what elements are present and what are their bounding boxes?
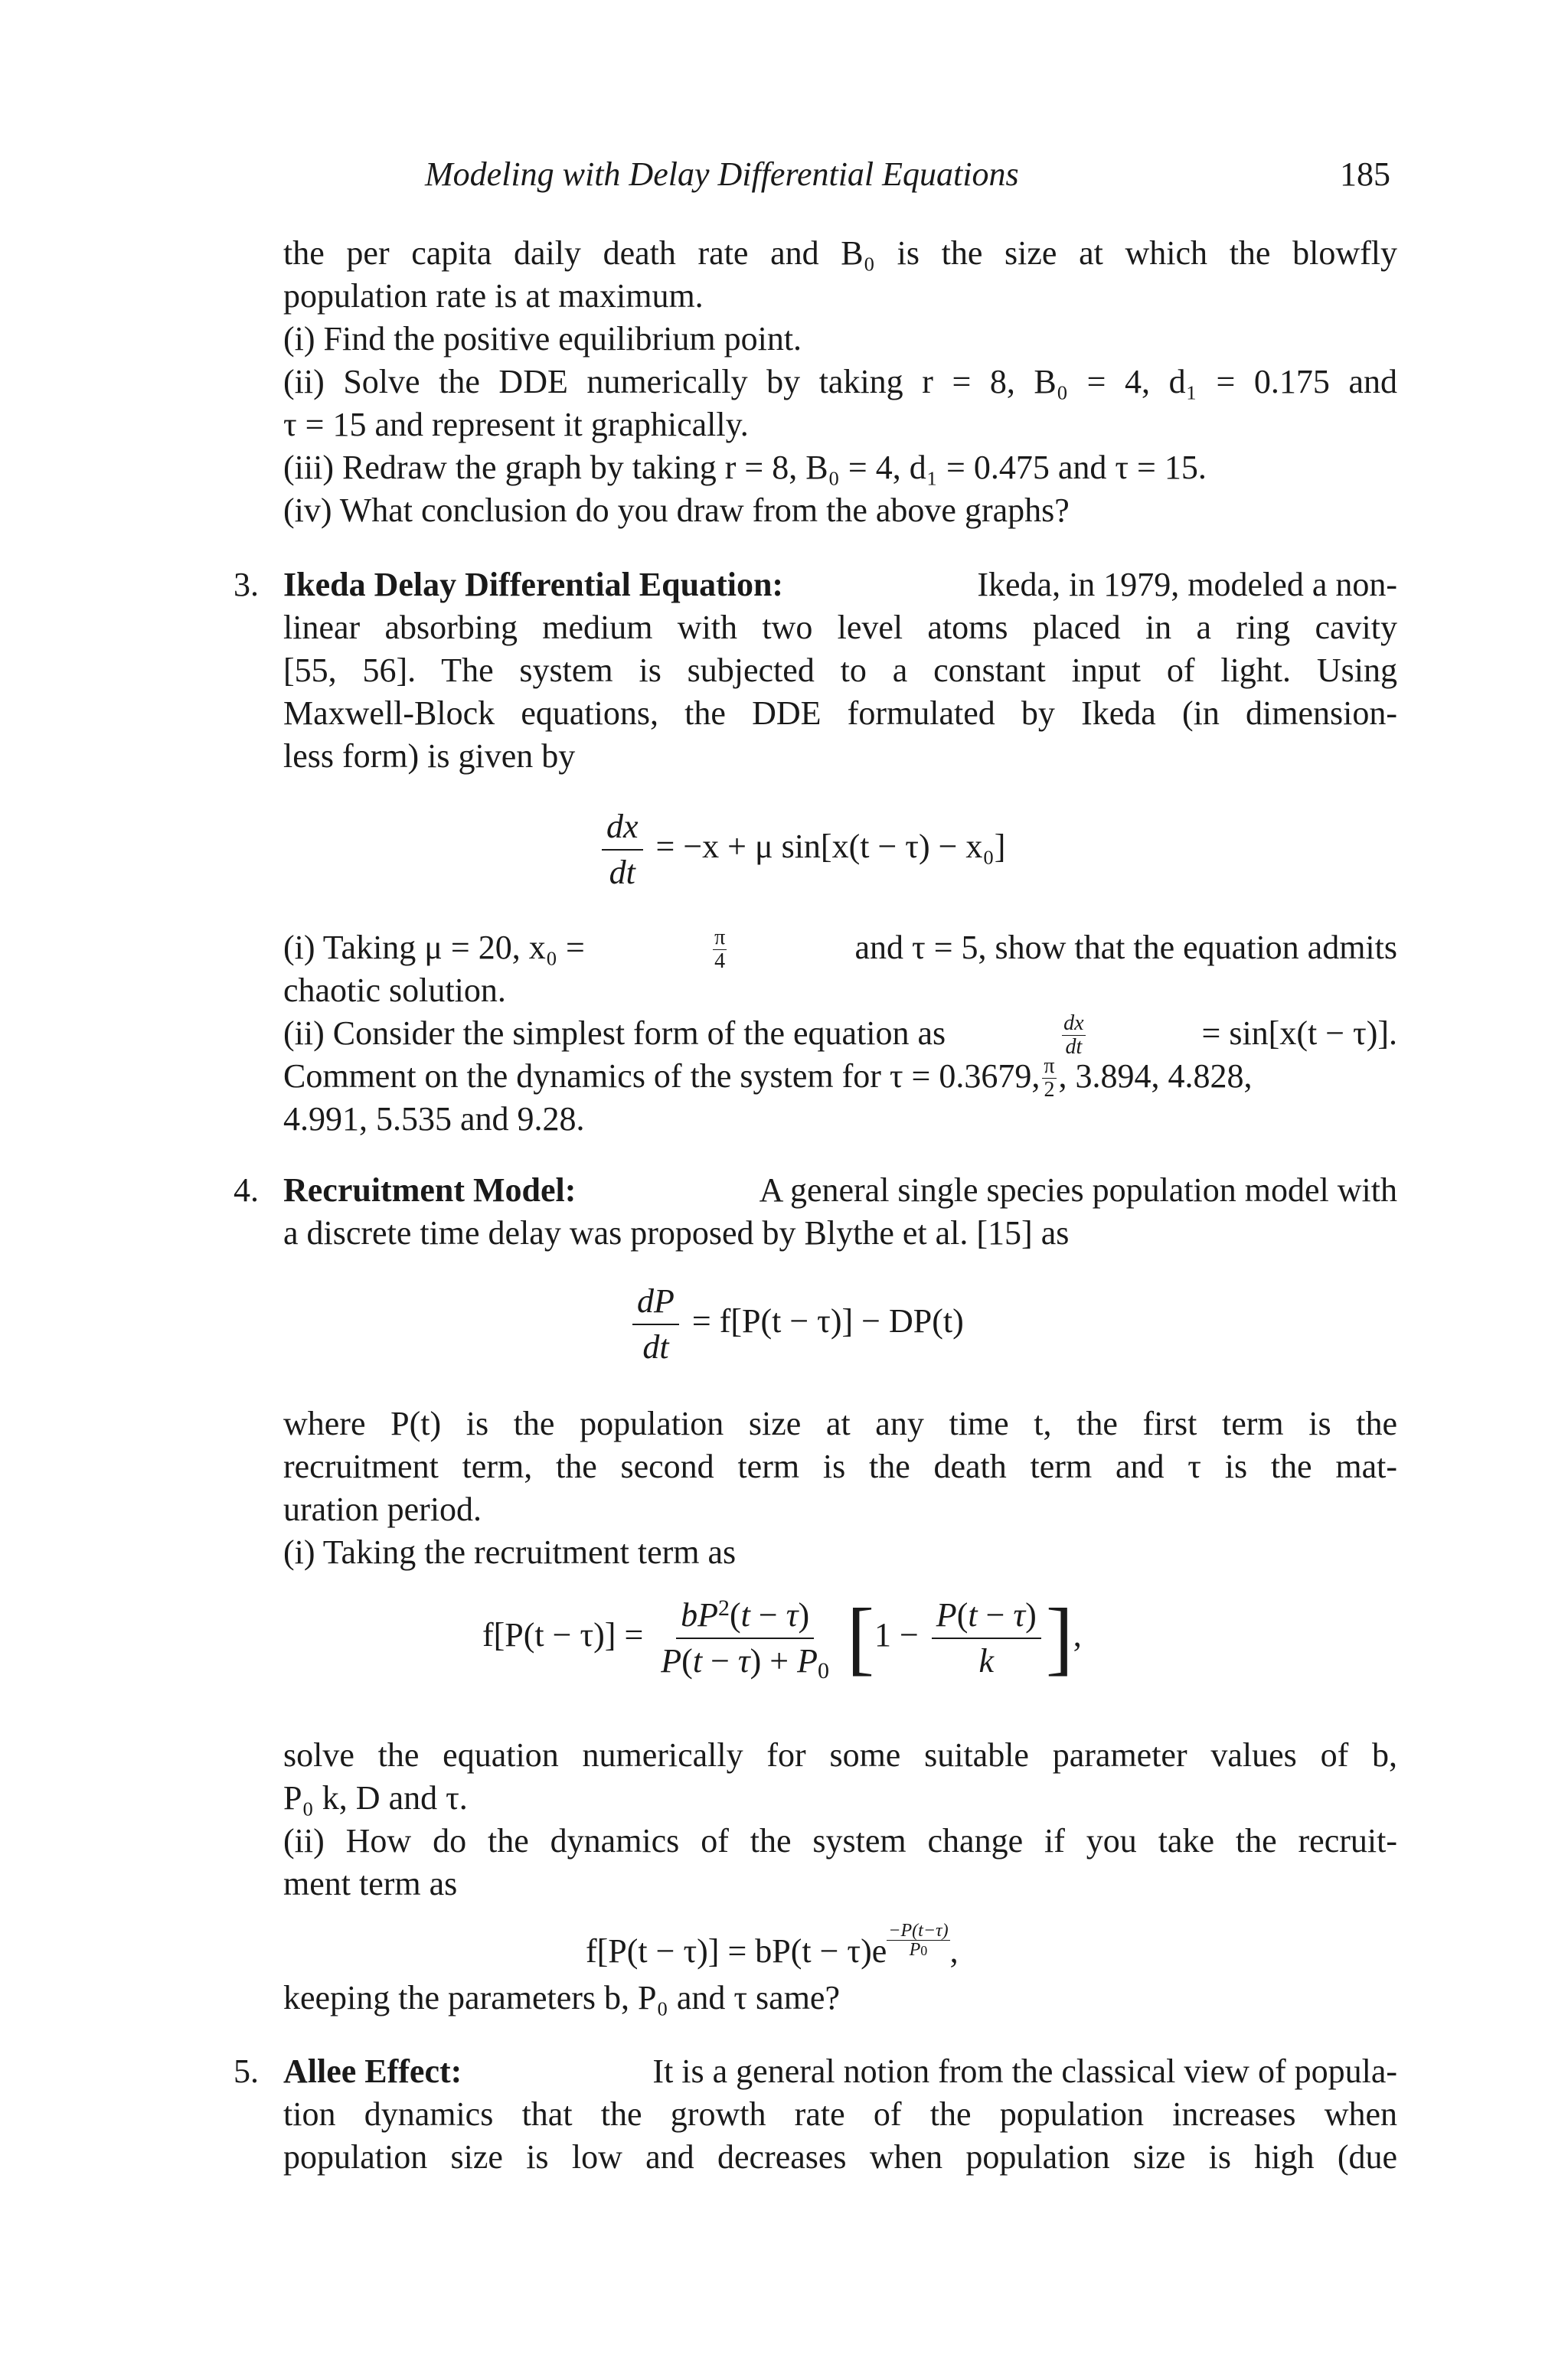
text-segment: and τ = 5, show that the equation admits: [854, 929, 1397, 966]
fraction-dx-dt: $\frac{dx}{dt}$: [602, 808, 643, 892]
text-segment: , 3.894, 4.828,: [1058, 1057, 1253, 1095]
item-heading-line: [283, 563, 1397, 606]
text-segment: Comment on the dynamics of the system for τ = 0.3679,: [283, 1057, 1040, 1095]
text-line: recruitment term, the second term is the death term and τ is the mat-: [283, 1448, 1397, 1485]
text-line: solve the equation numerically for some suitable parameter values of b,: [283, 1736, 1397, 1774]
text-line: ment term as: [283, 1865, 458, 1902]
page-number: 185: [1340, 155, 1390, 193]
text-line: [283, 926, 1397, 973]
exponent-fraction: $\frac{-P(t-\tau)}{P0}$: [888, 1921, 949, 1960]
item-heading: Recruitment Model:: [283, 1171, 577, 1209]
text-line: [283, 1012, 1397, 1059]
item-number: 5.: [234, 2052, 259, 2090]
text-line: (ii) Solve the DDE numerically by taking r = 8, B₀ = 4, d₁ = 0.175 and: [283, 363, 1397, 400]
text-line: tion dynamics that the growth rate of the population increases when: [283, 2095, 1397, 2133]
fraction-dx-dt-inline: $\frac{dx}{dt}$: [1063, 1011, 1084, 1059]
item-heading: Allee Effect:: [283, 2052, 462, 2090]
text-line: (i) Taking the recruitment term as: [283, 1533, 737, 1571]
item-number: 4.: [234, 1171, 259, 1209]
text-line: chaotic solution.: [283, 971, 506, 1009]
equation-rhs: = f[P(t − τ)] − DP(t): [691, 1302, 964, 1340]
ikeda-equation: [597, 808, 1005, 892]
fraction-recruitment: $\frac{bP^2(t - \tau)}{P(t - \tau) + P_0}$: [661, 1595, 829, 1683]
text-line: linear absorbing medium with two level atoms placed in a ring cavity: [283, 609, 1397, 646]
text-line: (iv) What conclusion do you draw from the above graphs?: [283, 491, 1070, 529]
equation-body: f[P(t − τ)] = bP(t − τ)e: [586, 1932, 887, 1970]
recruitment-equation: [628, 1282, 964, 1367]
equation-rhs: = −x + μ sin[x(t − τ) − x₀]: [655, 828, 1006, 866]
text-line: uration period.: [283, 1491, 482, 1528]
text-line: the per capita daily death rate and B₀ is the size at which the blowfly: [283, 234, 1397, 272]
text-line: 4.991, 5.535 and 9.28.: [283, 1100, 585, 1138]
text-segment: Ikeda, in 1979, modeled a non-: [977, 566, 1397, 603]
item-heading-line: [283, 1169, 1397, 1212]
text-segment: (i) Taking μ = 20, x₀ =: [283, 929, 585, 966]
fraction-p-over-k: $\frac{P(t - \tau)}{k}$: [932, 1596, 1041, 1680]
item-heading-line: [283, 2050, 1397, 2093]
text-line: (iii) Redraw the graph by taking r = 8, B₀ = 4, d₁ = 0.475 and τ = 15.: [283, 449, 1207, 486]
text-line: where P(t) is the population size at any time t, the first term is the: [283, 1405, 1397, 1442]
text-line: [283, 1055, 1397, 1102]
exponential-recruitment-equation: f[P(t − τ)] = bP(t − τ)e $\frac{-P(t-\tau)}{P0}$ ,: [586, 1921, 959, 1970]
text-segment: = sin[x(t − τ)].: [1201, 1014, 1397, 1052]
recruitment-term-equation: f[P(t − τ)] = $\frac{bP^2(t - \tau)}{P(t - \tau) + P_0}$ [1 − $\frac{P(t - \tau)}{k}$ ],: [482, 1592, 1082, 1683]
item-heading: Ikeda Delay Differential Equation:: [283, 566, 784, 603]
text-line: P₀ k, D and τ.: [283, 1779, 468, 1817]
fraction-dP-dt: $\frac{dP}{dt}$: [632, 1282, 679, 1367]
text-line: a discrete time delay was proposed by Blythe et al. [15] as: [283, 1214, 1070, 1252]
text-line: (i) Find the positive equilibrium point.: [283, 320, 802, 358]
text-segment: (ii) Consider the simplest form of the equation as: [283, 1014, 946, 1052]
fraction-pi-over-4: $\frac{\pi}{4}$: [714, 926, 726, 973]
text-line: less form) is given by: [283, 737, 576, 775]
text-segment: It is a general notion from the classical view of popula-: [652, 2052, 1397, 2090]
text-line: Maxwell-Block equations, the DDE formulated by Ikeda (in dimension-: [283, 694, 1397, 732]
equation-lhs: f[P(t − τ)] =: [482, 1616, 644, 1654]
text-line: τ = 15 and represent it graphically.: [283, 406, 749, 443]
item-number: 3.: [234, 566, 259, 603]
text-line: population rate is at maximum.: [283, 277, 704, 315]
text-line: keeping the parameters b, P₀ and τ same?: [283, 1979, 840, 2016]
text-segment: A general single species population model with: [759, 1171, 1397, 1209]
fraction-pi-over-2: π 2: [1044, 1054, 1055, 1102]
text-line: (ii) How do the dynamics of the system change if you take the recruit-: [283, 1822, 1397, 1860]
text-line: [55, 56]. The system is subjected to a constant input of light. Using: [283, 651, 1397, 689]
text-line: population size is low and decreases when population size is high (due: [283, 2138, 1397, 2176]
running-header-title: Modeling with Delay Differential Equations: [425, 155, 1019, 193]
